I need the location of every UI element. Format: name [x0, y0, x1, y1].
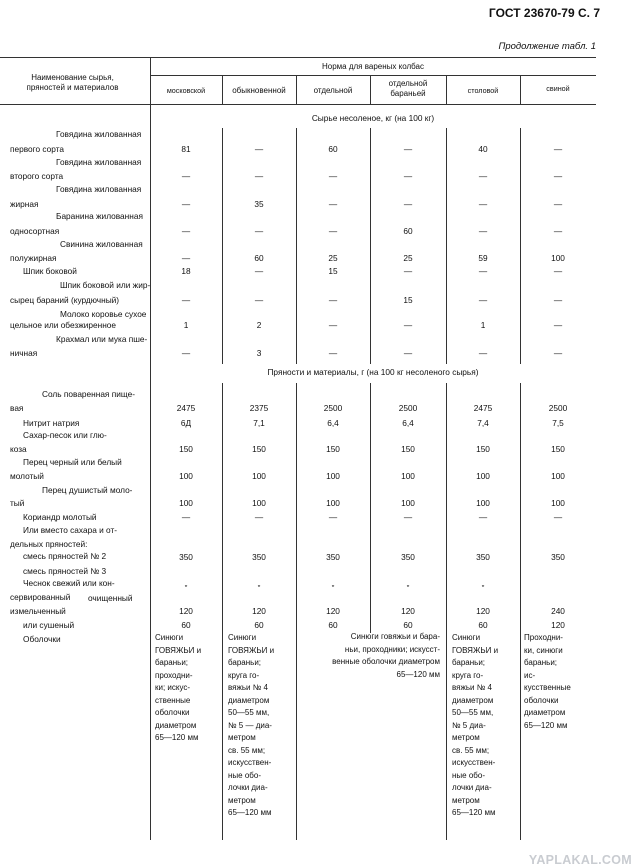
- table-cell: 120: [326, 606, 340, 616]
- shell-line: бараньи;: [155, 658, 189, 667]
- table-cell: 15: [328, 266, 338, 276]
- shell-line: 50—55 мм,: [452, 708, 494, 717]
- shell-line: ки; искус-: [155, 683, 191, 692]
- table-cell: —: [181, 199, 191, 209]
- table-cell: 100: [551, 253, 565, 263]
- row-label: Шпик боковой: [23, 266, 77, 276]
- table-cell: 350: [551, 552, 565, 562]
- table-cell: —: [181, 348, 191, 358]
- row-label: первого сорта: [10, 144, 65, 154]
- column-header-line: московской: [166, 86, 206, 95]
- row-label: Оболочки: [23, 634, 61, 644]
- row-label: Сахар-песок или глю-: [23, 430, 107, 440]
- name-header-line: пряностей и материалов: [26, 83, 119, 92]
- table-cell: —: [328, 320, 338, 330]
- row-label: Говядина жилованная: [56, 184, 142, 194]
- shell-cell: [155, 632, 219, 745]
- table-cell: 25: [403, 253, 413, 263]
- shell-line: Синюги: [228, 633, 257, 642]
- shell-line: оболочки: [524, 695, 559, 705]
- table-cell: 59: [478, 253, 488, 263]
- row-label: цельное или обезжиренное: [10, 320, 117, 330]
- table-cell: 6,4: [402, 418, 414, 428]
- table-cell: 100: [252, 498, 266, 508]
- table-cell: 60: [181, 620, 191, 630]
- table-cell: —: [553, 144, 563, 154]
- table-cell: 350: [252, 552, 266, 562]
- table-cell: 120: [252, 606, 266, 616]
- shell-cell: [524, 632, 594, 732]
- table-cell: —: [328, 199, 338, 209]
- row-label: Перец черный или белый: [23, 457, 122, 467]
- shell-line: ньи, проходники; искусст-: [344, 644, 440, 654]
- column-header-line: отдельной: [313, 86, 353, 95]
- shell-line: метром: [452, 733, 480, 742]
- shell-line: вяжьи № 4: [452, 683, 492, 692]
- table-cell: 2475: [176, 403, 196, 413]
- table-cell: 7,5: [552, 418, 564, 428]
- column-header: [446, 86, 520, 96]
- shell-line: ственные: [155, 695, 191, 705]
- row-label: Крахмал или мука пше-: [56, 334, 148, 344]
- row-label: односортная: [10, 226, 60, 236]
- table-cell: 81: [181, 144, 191, 154]
- table-cell: —: [328, 226, 338, 236]
- table-cell: 350: [476, 552, 490, 562]
- row-label: жирная: [10, 199, 39, 209]
- table-cell: —: [254, 144, 264, 154]
- table-cell: —: [478, 226, 488, 236]
- shell-line: лочки диа-: [452, 783, 492, 792]
- shell-line: ные обо-: [228, 770, 261, 780]
- table-cell: 350: [179, 552, 193, 562]
- table-cell: 150: [551, 444, 565, 454]
- shell-line: Синюги говяжьи и бара-: [350, 632, 440, 641]
- table-cell: 150: [326, 444, 340, 454]
- row-label: Молоко коровье сухое: [60, 309, 147, 319]
- shell-line: № 5 — диа-: [228, 720, 272, 730]
- table-cell: —: [553, 348, 563, 358]
- table-cell: 7,4: [477, 418, 489, 428]
- table-cell: 150: [476, 444, 490, 454]
- table-cell: 15: [403, 295, 413, 305]
- shell-line: искусствен-: [228, 758, 272, 767]
- table-cell: 100: [551, 471, 565, 481]
- shell-line: 65—120 мм: [396, 669, 440, 679]
- row-label: Нитрит натрия: [23, 418, 80, 428]
- table-cell: 18: [181, 266, 191, 276]
- shell-cell: [228, 632, 294, 820]
- table-cell: —: [181, 226, 191, 236]
- shell-line: бараньи;: [524, 658, 558, 667]
- table-cell: —: [553, 512, 563, 522]
- table-cell: —: [403, 348, 413, 358]
- row-label: ничная: [10, 348, 38, 358]
- table-cell: —: [254, 226, 264, 236]
- shell-line: 50—55 мм,: [228, 708, 270, 717]
- table-cell: —: [553, 199, 563, 209]
- shell-line: искусствен-: [452, 758, 496, 767]
- table-cell: —: [254, 171, 264, 181]
- table-cell: 350: [401, 552, 415, 562]
- shell-line: бараньи;: [228, 658, 262, 667]
- row-label: Шпик боковой или жир-: [60, 280, 151, 290]
- column-header: [370, 79, 446, 99]
- table-cell: „: [331, 578, 335, 588]
- row-label: смесь пряностей № 3: [23, 566, 107, 576]
- table-cell: 60: [254, 620, 264, 630]
- shell-line: лочки диа-: [228, 783, 268, 792]
- doc-header: ГОСТ 23670-79 С. 7: [488, 6, 600, 20]
- table-continuation-note: Продолжение табл. 1: [498, 41, 596, 52]
- table-cell: —: [254, 266, 264, 276]
- shell-line: ГОВЯЖЬИ и: [155, 645, 202, 655]
- table-cell: 6Д: [180, 418, 192, 428]
- row-label: Кориандр молотый: [23, 512, 97, 522]
- table-cell: —: [403, 144, 413, 154]
- table-cell: 100: [179, 471, 193, 481]
- name-column-header: [0, 73, 145, 93]
- table-cell: 2475: [473, 403, 493, 413]
- table-cell: 100: [252, 471, 266, 481]
- table-cell: —: [553, 171, 563, 181]
- table-cell: 60: [328, 144, 338, 154]
- shell-line: метром: [228, 795, 256, 805]
- row-label: тый: [10, 498, 25, 508]
- table-cell: 100: [326, 498, 340, 508]
- shell-line: ис-: [524, 670, 536, 680]
- table-cell: —: [254, 295, 264, 305]
- table-cell: —: [553, 295, 563, 305]
- section-heading: Пряности и материалы, г (на 100 кг несоленого сырья): [267, 367, 479, 377]
- table-cell: 100: [326, 471, 340, 481]
- table-cell: —: [403, 171, 413, 181]
- shell-line: круга го-: [228, 670, 260, 680]
- shell-line: оболочки: [155, 708, 190, 717]
- shell-line: ГОВЯЖЬИ и: [452, 645, 499, 655]
- shell-line: Синюги: [155, 633, 184, 642]
- row-label: коза: [10, 444, 27, 454]
- table-cell: 2375: [249, 403, 269, 413]
- shell-line: 65—120 мм: [452, 808, 496, 817]
- row-label: Соль поваренная пище-: [42, 389, 135, 399]
- table-cell: 350: [326, 552, 340, 562]
- table-cell: —: [328, 171, 338, 181]
- shell-line: ГОВЯЖЬИ и: [228, 645, 275, 655]
- shell-line: ные обо-: [452, 770, 485, 780]
- table-cell: —: [403, 199, 413, 209]
- table-cell: —: [181, 171, 191, 181]
- table-cell: —: [553, 320, 563, 330]
- shell-line: Проходни-: [524, 633, 563, 642]
- shell-line: диаметром: [228, 695, 270, 705]
- table-cell: —: [478, 512, 488, 522]
- norm-header: Норма для вареных колбас: [321, 62, 424, 71]
- table-cell: —: [478, 266, 488, 276]
- row-label: Свинина жилованная: [60, 239, 143, 249]
- shell-line: метром: [452, 795, 480, 805]
- shell-line: св. 55 мм;: [228, 745, 266, 755]
- row-label: смесь пряностей № 2: [23, 551, 107, 561]
- table-cell: 240: [551, 606, 565, 616]
- row-label: полужирная: [10, 253, 57, 263]
- table-cell: 60: [478, 620, 488, 630]
- table-cell: 3: [256, 348, 262, 358]
- table-cell: „: [257, 578, 261, 588]
- shell-line: 65—120 мм: [155, 733, 199, 742]
- table-cell: 25: [328, 253, 338, 263]
- row-label: дельных пряностей:: [10, 539, 88, 549]
- table-cell: —: [181, 295, 191, 305]
- table-cell: 60: [403, 226, 413, 236]
- column-header: [520, 84, 596, 94]
- table-cell: —: [328, 348, 338, 358]
- row-label: молотый: [10, 471, 44, 481]
- table-cell: 2500: [548, 403, 568, 413]
- row-label: или сушеный: [23, 620, 75, 630]
- shell-line: метром: [228, 733, 256, 742]
- row-label: второго сорта: [10, 171, 64, 181]
- table-cell: 100: [401, 471, 415, 481]
- shell-line: Синюги: [452, 633, 481, 642]
- table-cell: 100: [179, 498, 193, 508]
- row-label: Или вместо сахара и от-: [23, 525, 118, 535]
- table-cell: 100: [551, 498, 565, 508]
- column-header-line: бараньей: [390, 89, 426, 98]
- table-cell: 100: [476, 471, 490, 481]
- column-header-line: обыкновенной: [232, 86, 286, 95]
- table-cell: „: [481, 578, 485, 588]
- table-cell: —: [553, 226, 563, 236]
- column-header-line: отдельной: [388, 79, 428, 88]
- table-cell: —: [403, 512, 413, 522]
- table-cell: 120: [179, 606, 193, 616]
- table-cell: —: [478, 171, 488, 181]
- table-cell: „: [184, 578, 188, 588]
- row-label: сервированный: [10, 592, 71, 602]
- name-header-line: Наименование сырья,: [31, 73, 114, 82]
- table-cell: 2500: [398, 403, 418, 413]
- row-label: очищенный: [88, 593, 133, 603]
- shell-line: диаметром: [452, 695, 494, 705]
- shell-line: проходни-: [155, 670, 193, 680]
- table-cell: —: [403, 266, 413, 276]
- shell-line: № 5 диа-: [452, 720, 486, 730]
- table-cell: 120: [551, 620, 565, 630]
- shell-line: св. 55 мм;: [452, 745, 490, 755]
- shell-line: бараньи;: [452, 658, 486, 667]
- shell-line: венные оболочки диаметром: [332, 657, 440, 666]
- table-cell: 60: [254, 253, 264, 263]
- table-cell: 120: [476, 606, 490, 616]
- table-cell: 150: [401, 444, 415, 454]
- table-cell: 35: [254, 199, 264, 209]
- table-cell: —: [478, 348, 488, 358]
- row-label: Говядина жилованная: [56, 157, 142, 167]
- column-header: [296, 86, 370, 96]
- table-cell: 100: [476, 498, 490, 508]
- table-cell: —: [181, 253, 191, 263]
- section-heading: Сырье несоленое, кг (на 100 кг): [311, 113, 435, 123]
- table-cell: 100: [401, 498, 415, 508]
- table-cell: 1: [183, 320, 189, 330]
- table-cell: —: [328, 512, 338, 522]
- column-header: [150, 86, 222, 96]
- row-label: Баранина жилованная: [56, 211, 143, 221]
- table-cell: —: [478, 295, 488, 305]
- table-cell: —: [478, 199, 488, 209]
- shell-line: диаметром: [524, 708, 566, 717]
- row-label: Чеснок свежий или кон-: [23, 578, 115, 588]
- table-cell: 60: [328, 620, 338, 630]
- table-cell: —: [403, 320, 413, 330]
- table-cell: —: [181, 512, 191, 522]
- table-cell: 120: [401, 606, 415, 616]
- table-cell: 7,1: [253, 418, 265, 428]
- shell-line: ки, синюги: [524, 645, 563, 655]
- row-label: сырец бараний (курдючный): [10, 295, 120, 305]
- row-label: Перец душистый моло-: [42, 485, 133, 495]
- table-cell: —: [254, 512, 264, 522]
- column-header-line: столовой: [467, 86, 499, 95]
- shell-line: круга го-: [452, 670, 484, 680]
- shell-line: 65—120 мм: [228, 808, 272, 817]
- shell-line: диаметром: [155, 720, 197, 730]
- table-cell: 150: [252, 444, 266, 454]
- table-cell: —: [553, 266, 563, 276]
- table-cell: 1: [480, 320, 486, 330]
- watermark: YAPLAKAL.COM: [528, 853, 632, 867]
- column-header: [222, 86, 296, 96]
- shell-line: 65—120 мм: [524, 720, 568, 730]
- shell-line: кусственные: [524, 683, 571, 692]
- column-header-line: свиной: [546, 84, 570, 93]
- row-label: вая: [10, 403, 24, 413]
- shell-cell: [298, 631, 440, 681]
- table-cell: 40: [478, 144, 488, 154]
- table-cell: 150: [179, 444, 193, 454]
- table-cell: 2500: [323, 403, 343, 413]
- shell-line: вяжьи № 4: [228, 683, 268, 692]
- row-label: измельченный: [10, 606, 66, 616]
- row-label: Говядина жилованная: [56, 129, 142, 139]
- table-cell: 60: [403, 620, 413, 630]
- table-cell: „: [406, 578, 410, 588]
- table-cell: —: [328, 295, 338, 305]
- table-cell: 2: [256, 320, 262, 330]
- table-cell: 6,4: [327, 418, 339, 428]
- shell-cell: [452, 632, 518, 820]
